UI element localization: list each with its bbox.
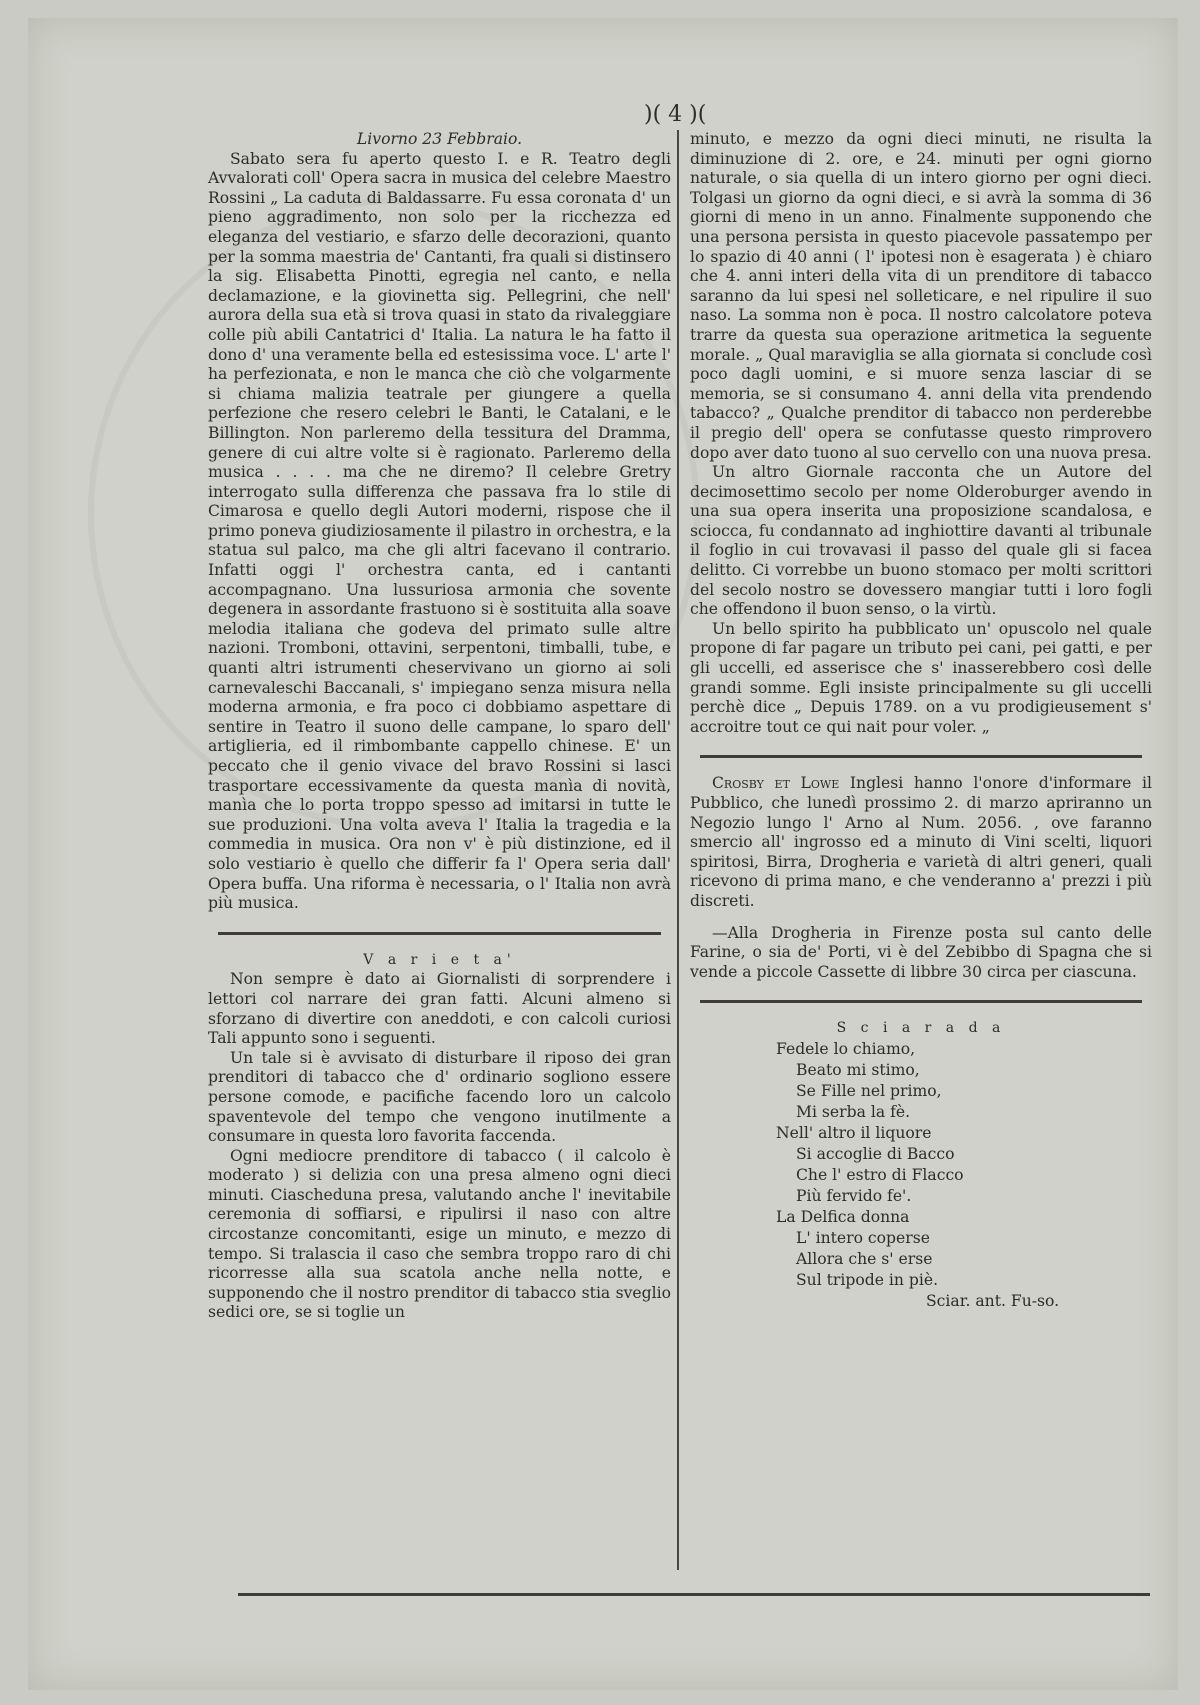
sciarada-solution: Sciar. ant. Fu-so. <box>926 1291 1060 1310</box>
poem-line: Beato mi stimo, <box>796 1060 920 1079</box>
tax-paragraph: Un bello spirito ha pubblicato un' opuscolo nel quale propone di far pagare un tributo pei cani, pei gatti, e per gli uccelli, ed asserisce che s' inasserebbero così delle grandi somme. Egli insiste principalmente su gli uccelli perchè dice „ Depuis 1789. on a vu prodigieusement s' accroitre tout ce qui nait pour voler. „ <box>690 619 1152 736</box>
advertisement-drogheria: —Alla Drogheria in Firenze posta sul canto delle Farine, o sia de' Porti, vi è del Zebibbo di Spagna che si vende a piccole Cassette di libbre 30 circa per ciascuna. <box>690 923 1152 981</box>
poem-line: Si accoglie di Bacco <box>796 1144 955 1163</box>
bottom-rule <box>238 1593 1150 1596</box>
poem-line: La Delfica donna <box>776 1207 910 1226</box>
tobacco-continuation: minuto, e mezzo da ogni dieci minuti, ne risulta la diminuzione di 2. ore, e 24. minuti per ogni giorno naturale, o sia quella di un intero giorno per ogni dieci. Tolgasi un giorno da ogni dieci, e si avrà la somma di 36 giorni di meno in un anno. Finalmente supponendo che una persona persista in questo piacevole passatempo per lo spazio di 40 anni ( l' ipotesi non è esagerata ) è chiaro che 4. anni interi della vita di un prenditore di tabacco saranno da lui spesi nel solleticare, e nel ripulire il suo naso. La somma non è poca. Il nostro calcolatore poteva trarre da questa sua operazione aritmetica la seguente morale. „ Qual maraviglia se alla giornata si conclude così poco dagli uomini, e si muore senza lasciar di se memoria, se si consumano 4. anni della vita prendendo tabacco? „ Qualche prenditor di tabacco non perderebbe il pregio dell' opera se confutasse questo rimprovero dopo aver dato tuono al suo cervello con una nuova presa. <box>690 130 1152 462</box>
poem-line: Mi serba la fè. <box>796 1102 911 1121</box>
left-column <box>208 130 671 1323</box>
poem-line: Se Fille nel primo, <box>796 1081 942 1100</box>
right-column <box>690 130 1152 1312</box>
poem-line: Fedele lo chiamo, <box>776 1039 916 1058</box>
advertisement-text: Inglesi hanno l'onore d'informare il Pubblico, che lunedì prossimo 2. di marzo apriranno un Negozio lungo l' Arno al Num. 2056. , ove faranno smercio all' ingrosso ed a minuto di Vini scelti, liquori spiritosi, Birra, Drogheria e varietà di altri generi, quali ricevono di prima mano, e che venderanno a' prezzi i più discreti. <box>690 774 1152 910</box>
poem-line: Che l' estro di Flacco <box>796 1165 964 1184</box>
poem-line: Nell' altro il liquore <box>776 1123 932 1142</box>
page-number: )( 4 )( <box>644 102 707 127</box>
varieta-heading: V a r i e t a' <box>363 951 516 968</box>
column-divider <box>677 130 679 1570</box>
section-divider <box>700 1000 1142 1003</box>
sciarada-heading: S c i a r a d a <box>836 1020 1006 1037</box>
poem-line: Allora che s' erse <box>796 1249 933 1268</box>
newspaper-page <box>28 18 1178 1690</box>
advertisement-crosby-lowe <box>690 774 1152 911</box>
olderoburger-paragraph: Un altro Giornale racconta che un Autore del decimosettimo secolo per nome Olderoburger avendo in una sua opera inserita una proposizione scandalosa, e sciocca, fu condannato ad inghiottire davanti al tribunale il foglio in cui trovavasi il passo del quale gli si facea delitto. Ci vorrebbe un buono stomaco per molti scrittori del secolo nostro se dovessero mangiar tutti i loro fogli che offendono il buon senso, o la virtù. <box>690 463 1152 619</box>
advertiser-name: Crosby et Lowe <box>712 774 840 793</box>
section-divider <box>700 755 1142 758</box>
poem-line: Più fervido fe'. <box>796 1186 912 1205</box>
page-header <box>28 102 1178 132</box>
section-divider <box>218 932 661 935</box>
dateline: Livorno 23 Febbraio. <box>356 130 523 148</box>
poem-line: L' intero coperse <box>796 1228 930 1247</box>
poem-line: Sul tripode in piè. <box>796 1270 939 1289</box>
opera-report: Sabato sera fu aperto questo I. e R. Teatro degli Avvalorati coll' Opera sacra in musica del celebre Maestro Rossini „ La caduta di Baldassarre. Fu essa coronata d' un pieno aggradimento, non solo per la ricchezza ed eleganza del vestiario, e sfarzo delle decorazioni, quanto per la somma maestria de' Cantanti, fra quali si distinsero la sig. Elisabetta Pinotti, egregia nel canto, e nella declamazione, e la giovinetta sig. Pellegrini, che nell' aurora della sua età si trova quasi in stato da rivaleggiare colle più abili Cantatrici d' Italia. La natura le ha fatto il dono d' una veramente bella ed estesissima voce. L' arte l' ha perfezionata, e non le manca che ciò che volgarmente si chiama malizia teatrale per giungere a quella perfezione che resero celebri le Banti, le Catalani, e le Billington. Non parleremo della tessitura del Dramma, genere di cui altre volte si è ragionato. Parleremo della musica . . . . ma che ne diremo? Il celebre Gretry interrogato sulla differenza che passava fra lo stile di Cimarosa e quello degli Autori moderni, rispose che il primo poneva giudiziosamente il pilastro in orchestra, e la statua sul palco, ma che gli altri facevano il contrario. Infatti oggi l' orchestra canta, ed i cantanti accompagnano. Una lussuriosa armonia che sovente degenera in assordante frastuono si è sostituita alla soave melodia italiana che godeva del primato sulle altre nazioni. Tromboni, ottavini, serpentoni, timballi, tube, e quanti altri istrumenti cheservivano un giorno ai soli carnevaleschi Baccanali, s' impiegano senza misura nella moderna armonia, e fra poco ci dobbiamo aspettare di sentire in Teatro il suono delle campane, lo sparo dell' artiglieria, ed il rimbombante cappello chinese. E' un peccato che il genio vivace del bravo Rossini si lasci trasportare eccessivamente da questa manìa di novità, manìa che lo porta troppo spesso ad imitarsi in tutte le sue produzioni. Una volta aveva l' Italia la tragedia e la commedia in musica. Ora non v' è più distinzione, ed il solo vestiario è quello che differir fa l' Opera seria dall' Opera buffa. Una riforma è necessaria, o l' Italia non avrà più musica. <box>208 149 672 913</box>
sciarada-poem <box>776 1039 1152 1312</box>
varieta-paragraph-2: Un tale si è avvisato di disturbare il riposo dei gran prenditori di tabacco che d' ordinario sogliono essere persone comode, e pacifiche facendo loro un calcolo spaventevole del tempo che vengono inutilmente a consumare in questa loro favorita faccenda. <box>208 1048 671 1146</box>
varieta-paragraph-3: Ogni mediocre prenditore di tabacco ( il calcolo è moderato ) si delizia con una presa almeno ogni dieci minuti. Ciascheduna presa, valutando anche l' inevitabile ceremonia di soffiarsi, e ripulirsi il naso con altre circostanze concomitanti, esige un minuto, e mezzo di tempo. Si tralascia il caso che sembra troppo raro di chi ricorresse alla sua scatola anche nella notte, e supponendo che il nostro prenditor di tabacco stia sveglio sedici ore, se si toglie un <box>208 1146 671 1322</box>
varieta-paragraph-1: Non sempre è dato ai Giornalisti di sorprendere i lettori col narrare dei gran fatti. Alcuni almeno si sforzano di divertire con aneddoti, e con calcoli curiosi Tali appunto sono i seguenti. <box>208 970 671 1048</box>
